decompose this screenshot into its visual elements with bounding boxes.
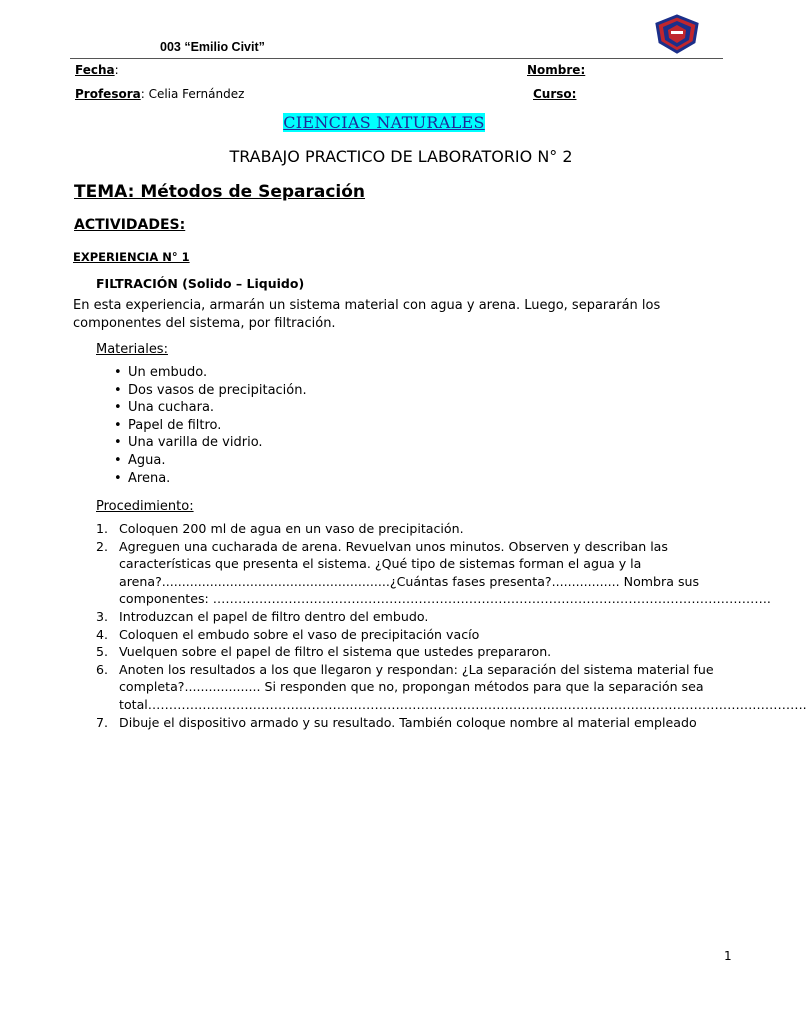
- subject-text: CIENCIAS NATURALES: [283, 113, 485, 132]
- materiales-list: [114, 364, 307, 487]
- curso-field: [533, 87, 576, 102]
- step-line: Coloquen 200 ml de agua en un vaso de precipitación.: [119, 521, 464, 536]
- step-line: Agreguen una cucharada de arena. Revuelvan unos minutos. Observen y describan las: [119, 538, 668, 554]
- list-item: • Papel de filtro.: [114, 417, 307, 435]
- actividades-heading: ACTIVIDADES:: [74, 217, 186, 233]
- step-number: 6.: [96, 661, 109, 677]
- document-title: TRABAJO PRACTICO DE LABORATORIO N° 2: [229, 147, 573, 166]
- step-line: componentes: …………………………………………………………………………………………………………………….: [119, 591, 771, 607]
- step-line: arena?.........................................................¿Cuántas fases presenta?................. Nombra sus: [119, 573, 700, 589]
- step-line: completa?................... Si responden que no, propongan métodos para que la separación sea: [119, 679, 704, 695]
- list-item: • Una cuchara.: [114, 399, 307, 417]
- step-line: total………………………………………………………………………………………………………………………………………….: [119, 696, 807, 712]
- fecha-value: :: [114, 63, 119, 77]
- procedure-step: [96, 643, 736, 661]
- procedure-step: [96, 538, 771, 608]
- step-number: 4.: [96, 626, 109, 642]
- subject-heading: [0, 113, 768, 132]
- nombre-label: Nombre:: [527, 63, 586, 77]
- step-line: Coloquen el embudo sobre el vaso de precipitación vacío: [119, 626, 480, 642]
- list-item: • Agua.: [114, 452, 307, 470]
- list-item: • Dos vasos de precipitación.: [114, 382, 307, 400]
- fecha-field: [75, 63, 119, 78]
- step-line: Introduzcan el papel de filtro dentro del embudo.: [119, 608, 429, 624]
- step-line: Anoten los resultados a los que llegaron y respondan: ¿La separación del sistema material fue: [119, 661, 714, 677]
- profesora-value: : Celia Fernández: [140, 87, 245, 101]
- procedure-step: [96, 626, 736, 644]
- filtracion-heading: FILTRACIÓN (Solido – Liquido): [96, 276, 305, 291]
- materiales-heading: Materiales:: [96, 342, 168, 357]
- tema-heading: TEMA: Métodos de Separación: [74, 182, 366, 202]
- school-crest-icon: [654, 14, 700, 54]
- profesora-field: [75, 87, 244, 102]
- step-line: Dibuje el dispositivo armado y su resultado. También coloque nombre al material empleado: [119, 714, 697, 730]
- header-divider: [70, 58, 723, 59]
- step-number: 1.: [96, 521, 109, 536]
- procedure-step: [96, 608, 736, 626]
- step-number: 5.: [96, 644, 109, 660]
- list-item: • Arena.: [114, 470, 307, 488]
- curso-label: Curso:: [533, 87, 577, 101]
- procedimiento-heading: Procedimiento:: [96, 499, 194, 514]
- procedure-step: [96, 520, 736, 538]
- school-name: 003 “Emilio Civit”: [160, 40, 265, 54]
- profesora-label: Profesora: [75, 87, 141, 101]
- list-item: • Un embudo.: [114, 364, 307, 382]
- step-number: 2.: [96, 538, 109, 554]
- intro-paragraph: En esta experiencia, armarán un sistema material con agua y arena. Luego, separarán los componentes del sistema, por filtración.: [73, 298, 661, 331]
- step-number: 7.: [96, 714, 109, 730]
- step-line: características que presenta el sistema. ¿Qué tipo de sistemas forman el agua y la: [119, 556, 642, 572]
- list-item: • Una varilla de vidrio.: [114, 434, 307, 452]
- nombre-field: [527, 63, 585, 78]
- procedure-step: [96, 661, 807, 714]
- procedure-step: [96, 714, 736, 732]
- step-number: 3.: [96, 608, 109, 624]
- experiencia-heading: EXPERIENCIA N° 1: [73, 250, 190, 264]
- step-line: Vuelquen sobre el papel de filtro el sistema que ustedes prepararon.: [119, 644, 552, 660]
- page-number: 1: [724, 949, 732, 963]
- fecha-label: Fecha: [75, 63, 115, 77]
- procedimiento-list: [96, 520, 807, 731]
